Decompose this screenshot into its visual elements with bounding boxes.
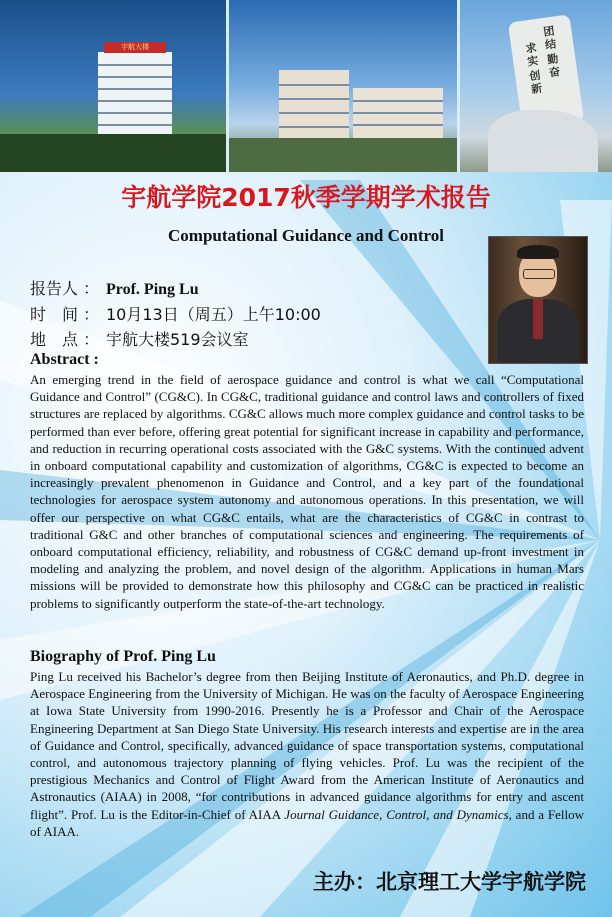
building-sign: 宇航大楼 — [104, 42, 166, 53]
trees — [229, 138, 457, 172]
biography-text — [30, 668, 584, 840]
building — [279, 70, 349, 140]
rock-base — [488, 110, 598, 172]
abstract-text: An emerging trend in the field of aerospace guidance and control is what we call “Computational Guidance and Control” (CG&C). In CG&C, traditional guidance and control laws and controllers of fixed structures are replaced by algorithms. CG&C allows much more complex guidance and control tasks to be performed than ever before, offering great potential for significant increase in capability and performance, and reduction in recurring operational costs associated with the G&C systems. With the continued advent in onboard computational capability and customization of algorithms, CG&C is expected to become an increasingly prevalent phenomenon in Guidance and Control, and a key part of the foundational technologies for aerospace system autonomy and autonomous operations. In this presentation, we will offer our perspective on what CG&C entails, what are the characteristics of CG&C in contrast to traditional G&C and other branches of computational sciences and engineering. The requirements of onboard computational efficiency, reliability, and robustness of CG&C demand up-front investment in modeling and analyzing the problem, and novel design of the algorithm. Applications in human Mars missions will be provided to demonstrate how this philosophy and CG&C can be practiced in realistic problems to significantly outperform the state-of-the-art technology. — [30, 372, 584, 611]
portrait-tie — [533, 299, 543, 339]
speaker-row — [30, 276, 199, 299]
building — [353, 88, 443, 143]
portrait-hair — [517, 245, 559, 259]
rock-text: 创新 — [528, 68, 544, 97]
host-organization: 主办：北京理工大学宇航学院 — [313, 870, 586, 894]
campus-buildings-photo — [229, 0, 457, 172]
biography-text-end: , and a Fellow of AIAA. — [30, 806, 585, 839]
speaker-portrait — [488, 236, 588, 364]
speaker-label: 报告人 ： — [30, 279, 100, 298]
abstract-heading: Abstract : — [30, 351, 99, 368]
rock-text: 勤奋 — [546, 52, 561, 80]
location-row — [30, 327, 249, 350]
biography-heading: Biography of Prof. Ping Lu — [30, 648, 216, 665]
speaker-value: Prof. Ping Lu — [106, 281, 199, 298]
page-title: 宇航学院2017秋季学期学术报告 — [121, 183, 491, 212]
time-row — [30, 302, 321, 325]
time-label: 时 间 ： — [30, 305, 100, 324]
location-value: 宇航大楼519会议室 — [106, 330, 249, 349]
photo-banner — [0, 0, 612, 172]
time-value: 10月13日（周五）上午10:00 — [106, 305, 321, 324]
rock-text: 团结 — [542, 24, 558, 52]
campus-monument-photo — [460, 0, 612, 172]
biography-text-main: Ping Lu received his Bachelor’s degree from then Beijing Institute of Aeronautics, and Ph.D. degree in Aerospace Engineering from the University of Michigan. He was on the faculty of Aerospace Engineering at Iowa State University from 1990-2016. Presently he is a Professor and Chair of the Aerospace Engineering Department at San Diego State University. His research interests and expertise are in the area of Guidance and Control, specifically, advanced guidance of space transportation systems, computational control, and autonomous trajectory planning of flying vehicles. Prof. Lu was the recipient of the prestigious Mechanics and Control of Flight Award from the American Institute of Aeronautics and Astronautics (AIAA) in 2008, “for contributions in advanced guidance algorithms for entry and ascent flight”. Prof. Lu is the Editor-in-Chief of AIAA — [30, 669, 584, 822]
talk-title: Computational Guidance and Control — [168, 226, 444, 245]
portrait-glasses — [523, 269, 555, 279]
location-label: 地 点 ： — [30, 330, 100, 349]
campus-tower-photo — [0, 0, 226, 172]
trees — [0, 134, 226, 172]
journal-title: Journal Guidance, Control, and Dynamics — [284, 806, 509, 822]
rock-text: 求实 — [524, 41, 540, 69]
